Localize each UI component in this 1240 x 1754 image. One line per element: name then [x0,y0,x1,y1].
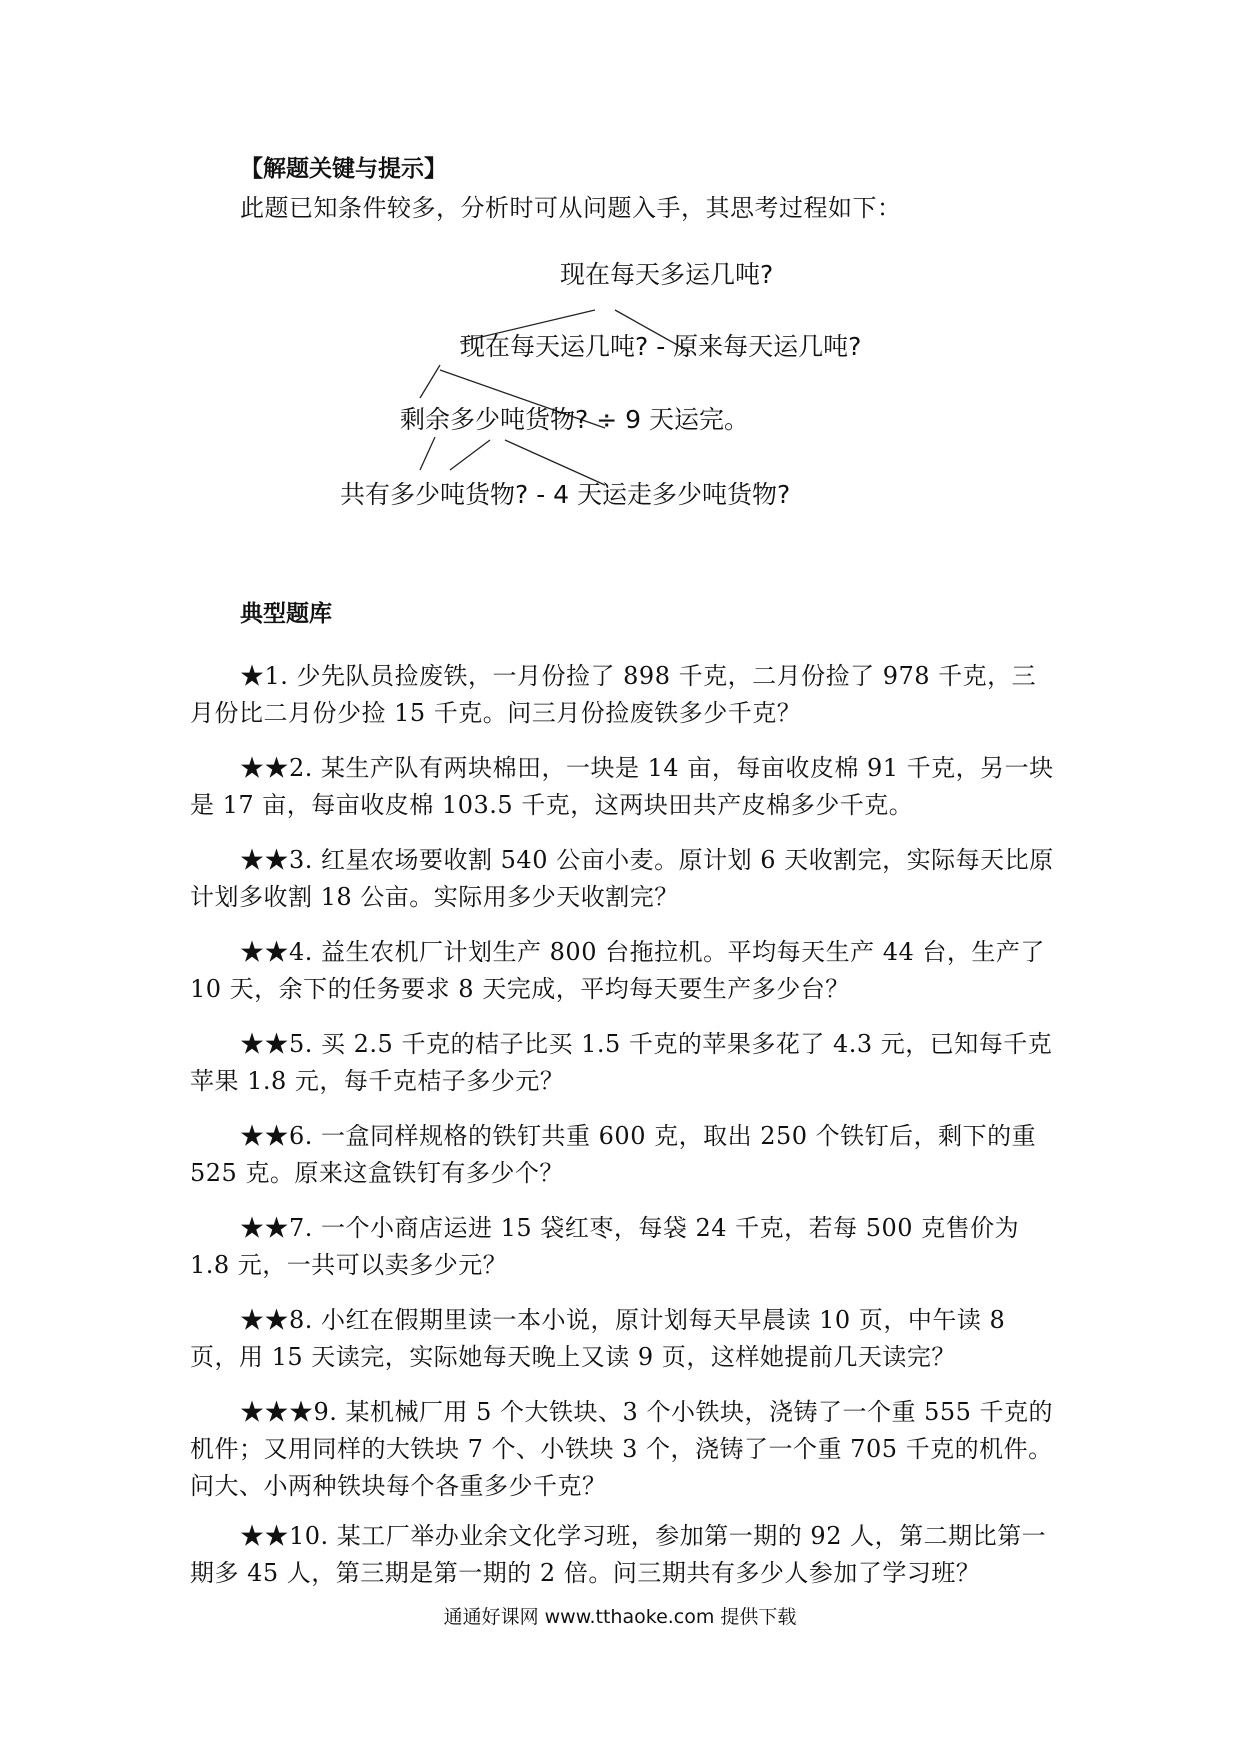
problem-3: ★★3. 红星农场要收割 540 公亩小麦。原计划 6 天收割完，实际每天比原计划多收割 18 公亩。实际用多少天收割完？ [190,846,1054,911]
tree-node-4: 共有多少吨货物? - 4 天运走多少吨货物? [340,480,791,509]
hint-heading: 【解题关键与提示】 [240,156,447,182]
problem-5: ★★5. 买 2.5 千克的桔子比买 1.5 千克的苹果多花了 4.3 元，已知每千克苹果 1.8 元，每千克桔子多少元？ [190,1030,1053,1095]
tree-node-2: 现在每天运几吨? - 原来每天运几吨? [460,332,862,361]
tree-node-1: 现在每天多运几吨? [560,260,774,289]
problem-7: ★★7. 一个小商店运进 15 袋红枣，每袋 24 千克，若每 500 克售价为 1.8 元，一共可以卖多少元？ [190,1214,1020,1279]
problem-9: ★★★9. 某机械厂用 5 个大铁块、3 个小铁块，浇铸了一个重 555 千克的机件；又用同样的大铁块 7 个、小铁块 3 个，浇铸了一个重 705 千克的机件。问大、小两种铁块每个各重多少千克？ [190,1398,1054,1500]
problem-6: ★★6. 一盒同样规格的铁钉共重 600 克，取出 250 个铁钉后，剩下的重 525 克。原来这盒铁钉有多少个？ [190,1122,1037,1187]
intro-paragraph: 此题已知条件较多，分析时可从问题入手，其思考过程如下： [240,194,902,222]
thinking-tree-diagram [340,260,900,560]
problem-1: ★1. 少先队员捡废铁，一月份捡了 898 千克，二月份捡了 978 千克，三月份比二月份少捡 15 千克。问三月份捡废铁多少千克？ [190,662,1037,727]
section-heading: 典型题库 [240,601,332,627]
page-footer: 通通好课网 www.tthaoke.com 提供下载 [443,1606,797,1628]
problem-2: ★★2. 某生产队有两块棉田，一块是 14 亩，每亩收皮棉 91 千克，另一块是 17 亩，每亩收皮棉 103.5 千克，这两块田共产皮棉多少千克。 [190,754,1054,819]
tree-node-3: 剩余多少吨货物? ÷ 9 天运完。 [400,405,749,434]
problem-4: ★★4. 益生农机厂计划生产 800 台拖拉机。平均每天生产 44 台，生产了 10 天，余下的任务要求 8 天完成，平均每天要生产多少台？ [190,938,1045,1003]
problem-8: ★★8. 小红在假期里读一本小说，原计划每天早晨读 10 页，中午读 8 页，用 15 天读完，实际她每天晚上又读 9 页，这样她提前几天读完？ [190,1306,1006,1371]
problem-10: ★★10. 某工厂举办业余文化学习班，参加第一期的 92 人，第二期比第一期多 45 人，第三期是第一期的 2 倍。问三期共有多少人参加了学习班？ [190,1522,1047,1587]
